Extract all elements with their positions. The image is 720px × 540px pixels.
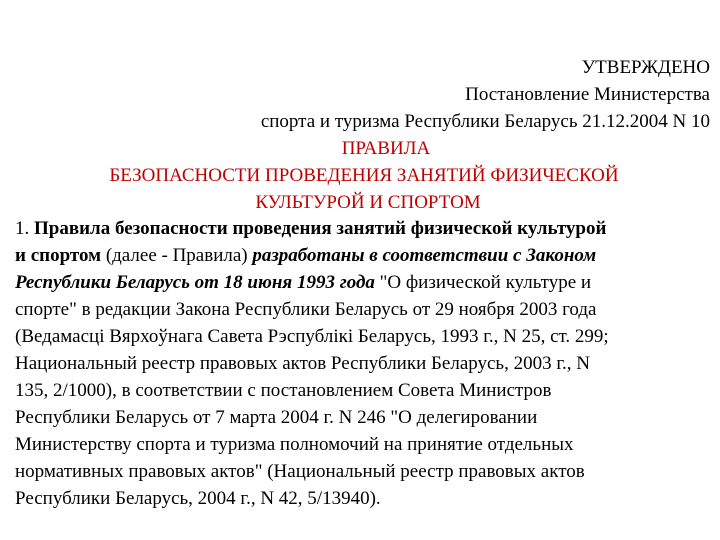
bold-text: и спортом xyxy=(15,245,102,266)
bold-italic-text: разработаны в соответствии с Законом xyxy=(252,245,597,266)
paragraph-line: Национальный реестр правовых актов Республики Беларусь, 2003 г., N xyxy=(15,353,590,374)
paragraph-line: (Ведамасці Вярхоўнага Савета Рэспублікі Беларусь, 1993 г., N 25, ст. 299; xyxy=(15,326,609,347)
bold-text: Правила безопасности проведения занятий физической культурой xyxy=(34,218,607,239)
plain-text: (далее - Правила) xyxy=(101,245,253,266)
title-line-3: КУЛЬТУРОЙ И СПОРТОМ xyxy=(255,192,481,213)
title-line-1: ПРАВИЛА xyxy=(341,138,431,159)
plain-text: "О физической культуре и xyxy=(374,272,592,293)
paragraph-line: Республики Беларусь, 2004 г., N 42, 5/13940). xyxy=(15,488,381,509)
approval-label: УТВЕРЖДЕНО xyxy=(581,57,710,78)
approval-ministry: спорта и туризма Республики Беларусь 21.12.2004 N 10 xyxy=(260,111,710,132)
paragraph-line xyxy=(15,242,715,269)
title-line-2: БЕЗОПАСНОСТИ ПРОВЕДЕНИЯ ЗАНЯТИЙ ФИЗИЧЕСКОЙ xyxy=(109,165,619,186)
approval-decree: Постановление Министерства xyxy=(465,84,710,105)
paragraph-line: Министерству спорта и туризма полномочий на принятие отдельных xyxy=(15,434,574,455)
paragraph-line: нормативных правовых актов" (Национальный реестр правовых актов xyxy=(15,461,585,482)
clause-number: 1. xyxy=(15,218,34,239)
paragraph-line xyxy=(15,215,715,242)
document-title xyxy=(0,135,720,216)
approval-block xyxy=(90,54,710,135)
paragraph-line: спорте" в редакции Закона Республики Беларусь от 29 ноября 2003 года xyxy=(15,299,597,320)
paragraph-line xyxy=(15,269,715,296)
paragraph-line: 135, 2/1000), в соответствии с постановлением Совета Министров xyxy=(15,380,552,401)
bold-italic-text: Республики Беларусь от 18 июня 1993 года xyxy=(15,272,375,293)
paragraph-line: Республики Беларусь от 7 марта 2004 г. N 246 "О делегировании xyxy=(15,407,538,428)
paragraph-1 xyxy=(15,215,715,512)
